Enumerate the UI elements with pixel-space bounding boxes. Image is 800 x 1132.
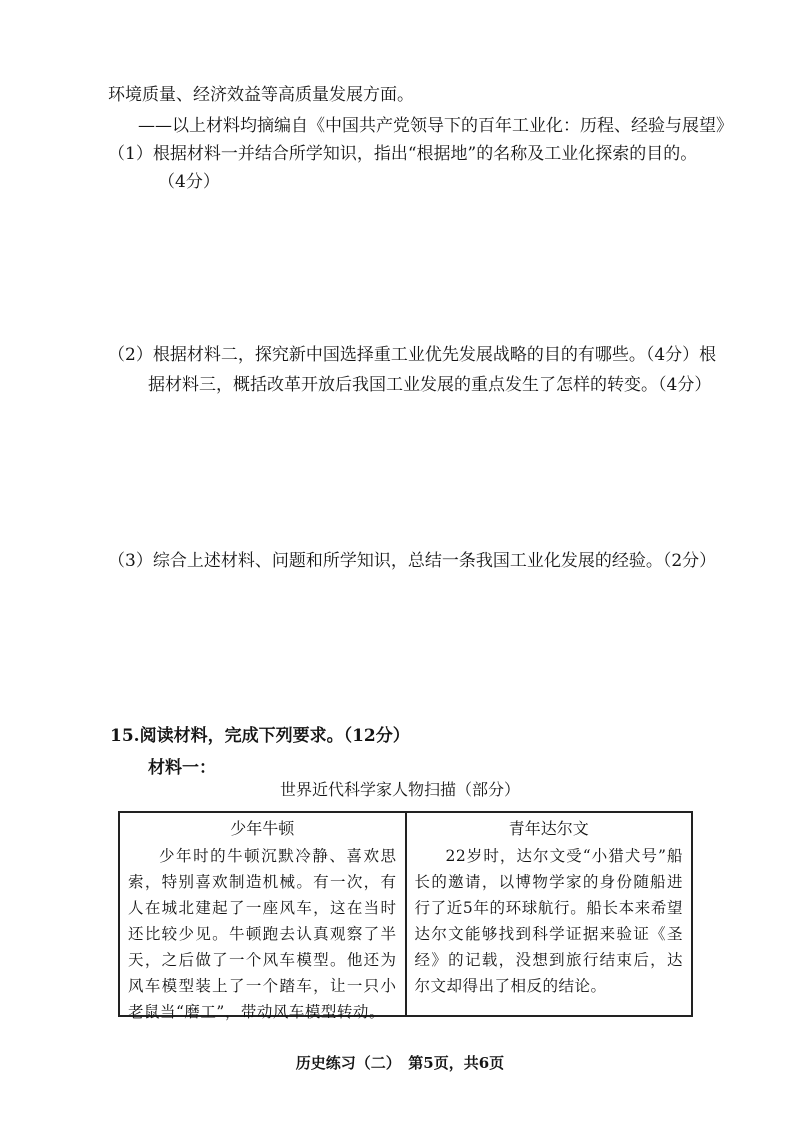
page-footer: 历史练习（二） 第5页，共6页 [295,1054,505,1072]
material-continuation-line: 环境质量、经济效益等高质量发展方面。 [108,85,414,105]
table-caption: 世界近代科学家人物扫描（部分） [279,780,520,799]
darwin-title: 青年达尔文 [508,819,589,838]
question-2-text-line-1: （2）根据材料二，探究新中国选择重工业优先发展战略的目的有哪些。（4分）根 [108,345,717,365]
newton-cell [120,813,407,1021]
newton-title: 少年牛顿 [230,819,295,838]
newton-body: 少年时的牛顿沉默冷静、喜欢思索，特别喜欢制造机械。有一次，有人在城北建起了一座风车，这在当时还比较少见。牛顿跑去认真观察了半天，之后做了一个风车模型。他还为风车模型装上了一个踏车，让一只小老鼠当“磨工”，带动风车模型转动。 [128,847,397,1021]
darwin-body: 22岁时，达尔文受“小猎犬号”船长的邀请，以博物学家的身份随船进行了近5年的环球航行。船长本来希望达尔文能够找到科学证据来验证《圣经》的记载，没想到旅行结束后，达尔文却得出了相反的结论。 [414,847,683,995]
question-1-text: （1）根据材料一并结合所学知识，指出“根据地”的名称及工业化探索的目的。 [108,144,698,164]
material-one-label: 材料一： [148,758,216,778]
question-15-heading: 15.阅读材料，完成下列要求。（12分） [110,726,410,746]
question-2-text-line-2: 据材料三，概括改革开放后我国工业发展的重点发生了怎样的转变。（4分） [148,375,712,395]
source-citation: ——以上材料均摘编自《中国共产党领导下的百年工业化：历程、经验与展望》 [138,116,733,136]
darwin-cell [407,813,692,1015]
question-1-score: （4分） [158,172,220,192]
scientists-table [118,811,693,1021]
question-3-text: （3）综合上述材料、问题和所学知识，总结一条我国工业化发展的经验。（2分） [108,551,717,571]
